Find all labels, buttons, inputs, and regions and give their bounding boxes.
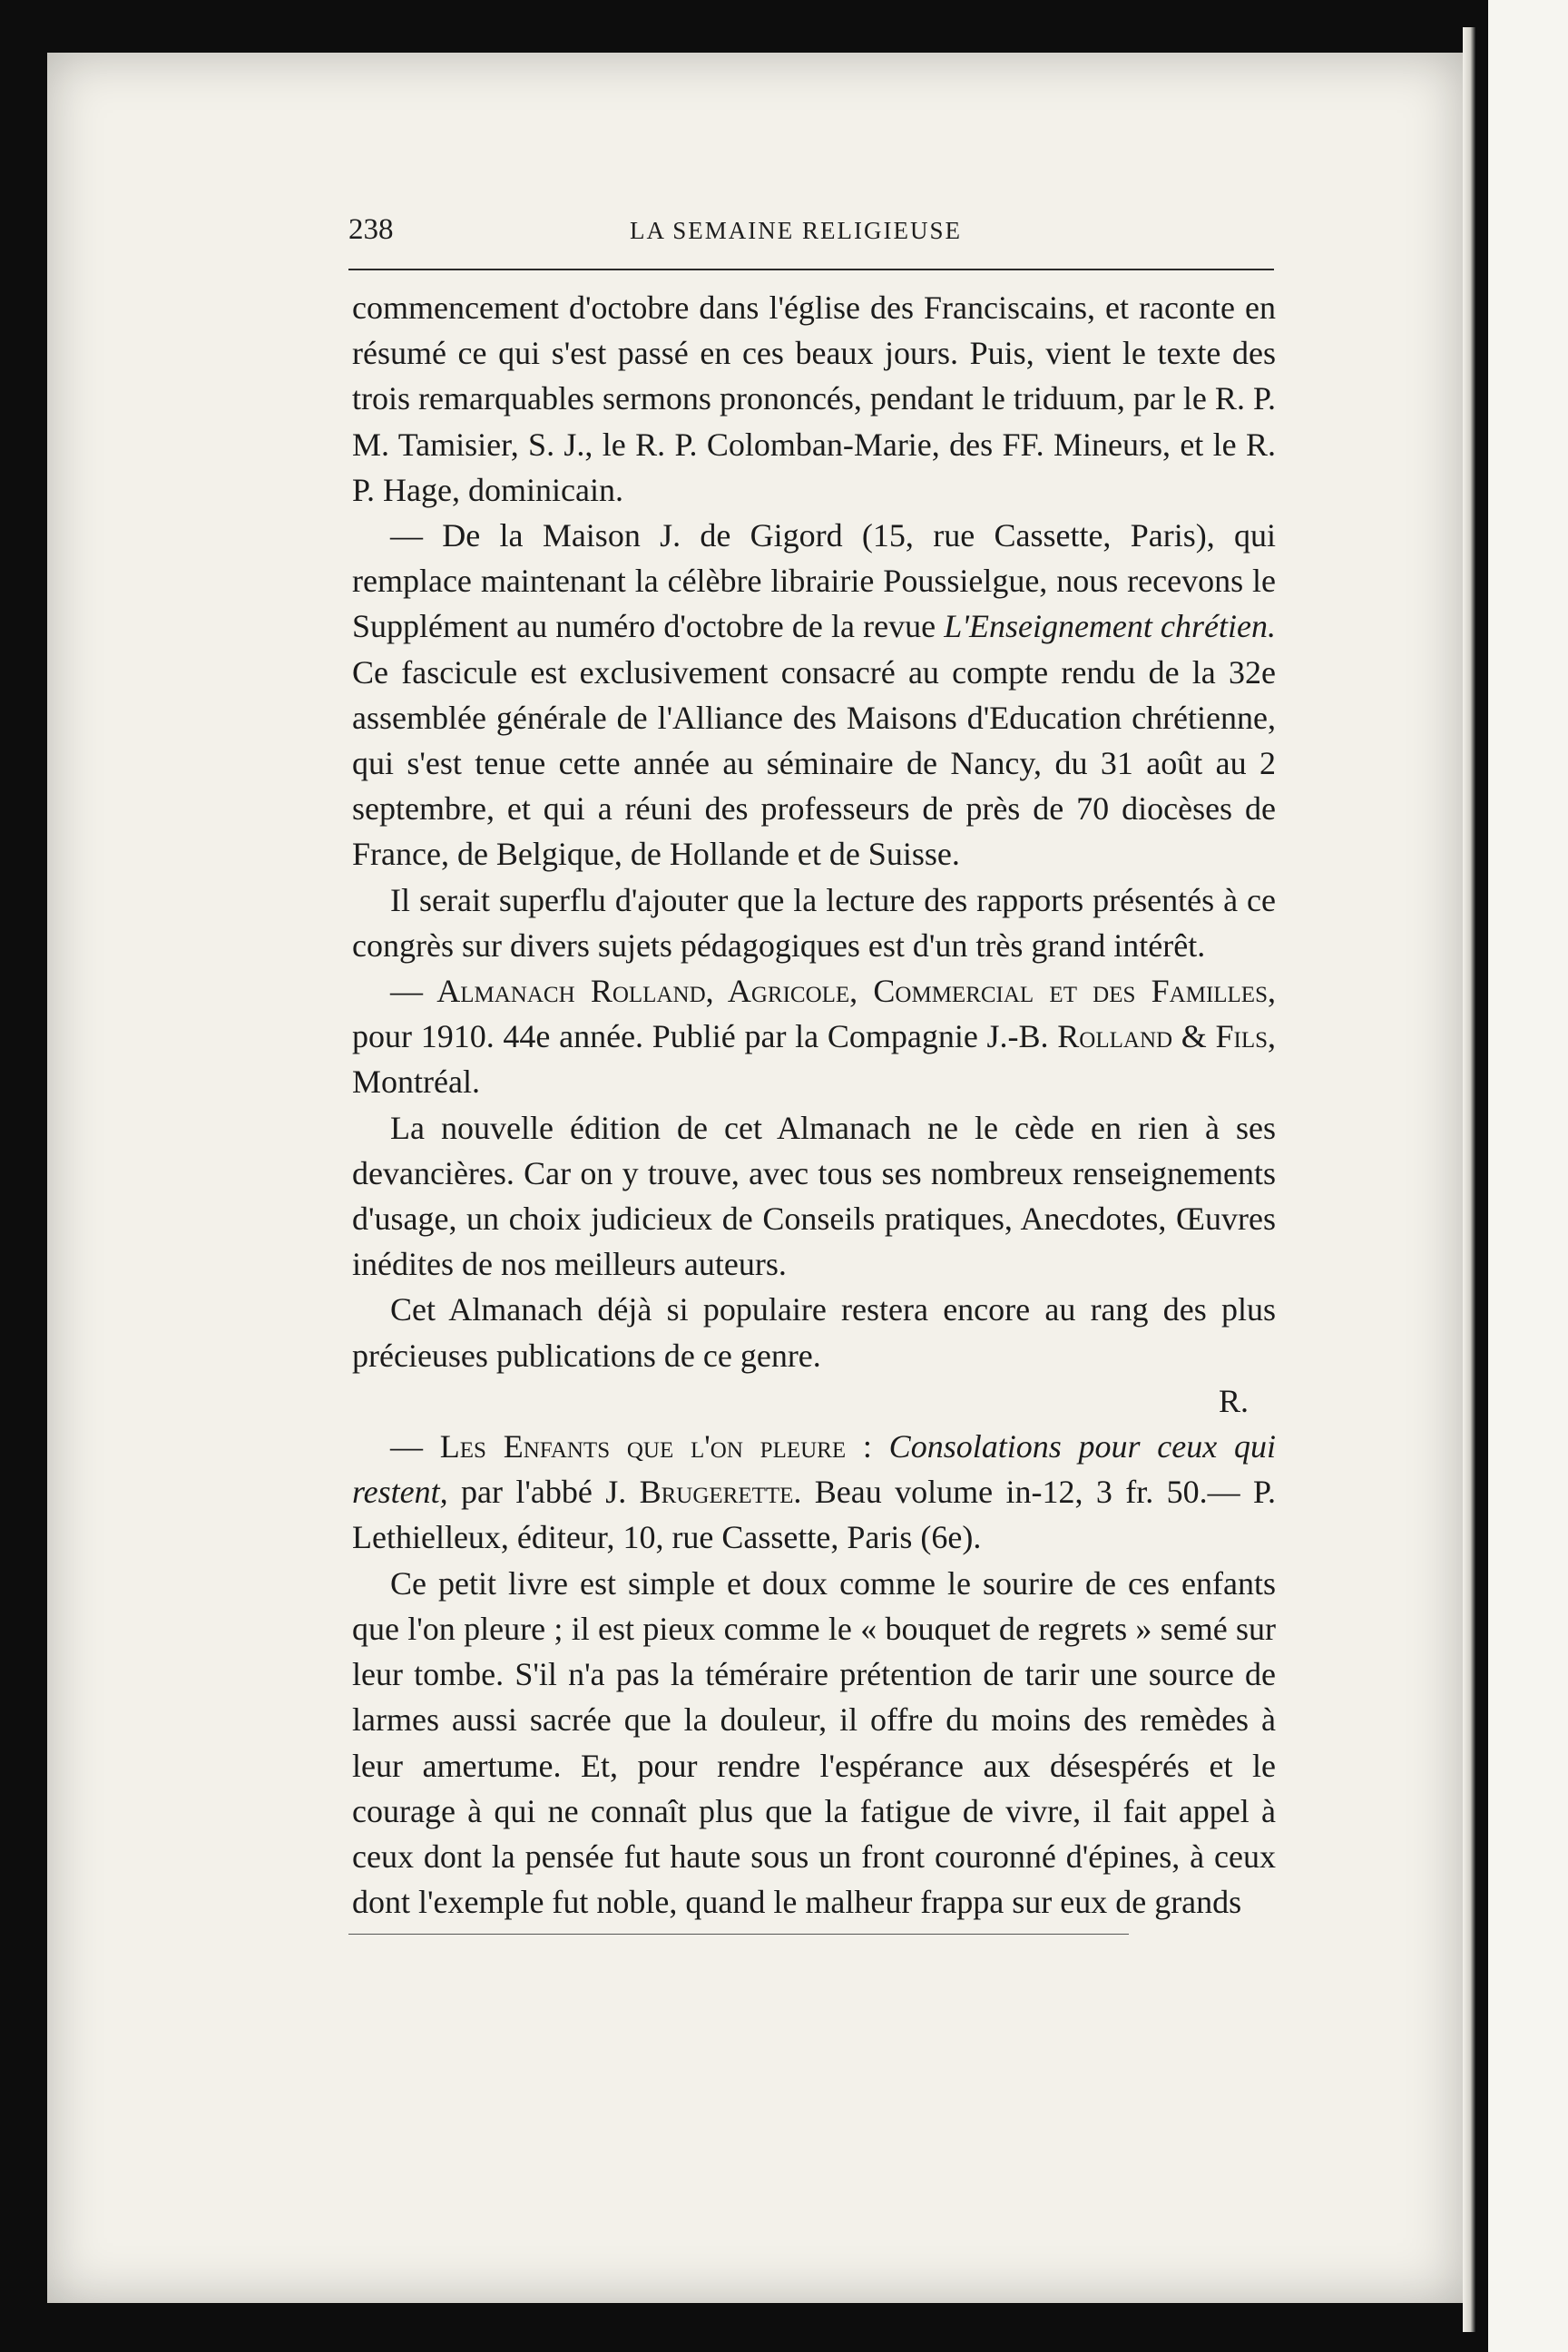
- paragraph-2-start: — De la Maison J. de Gigord (15, rue Cassette, Paris), qui remplace maintenant la célèbre librairie Poussielgue, nous recevons le Supplément au numéro d'octobre de la revue: [352, 517, 1276, 645]
- almanach-details: pour 1910. 44e année. Publié par la Compagnie J.-B.: [352, 1018, 1058, 1055]
- book-by: par l'abbé J.: [447, 1474, 640, 1511]
- almanach-publisher: Rolland & Fils,: [1057, 1018, 1277, 1055]
- paragraph-3: Il serait superflu d'ajouter que la lecture des rapports présentés à ce congrès sur divers sujets pédagogiques est d'un très grand intérêt.: [352, 881, 1276, 964]
- review-signature: R.: [1218, 1382, 1249, 1419]
- journal-title: L'Enseignement chrétien.: [944, 608, 1276, 645]
- paragraph-2: [352, 513, 1276, 877]
- page-number: 238: [348, 213, 394, 246]
- book-subtitle: Consolations pour ceux qui restent,: [352, 1428, 1277, 1511]
- adjacent-page-strip: [1488, 0, 1568, 2352]
- paragraph-7: [352, 1424, 1276, 1561]
- book-title: — Les Enfants que l'on pleure :: [390, 1428, 872, 1465]
- paragraph-5: La nouvelle édition de cet Almanach ne le cède en rien à ses devancières. Car on y trouve, avec tous ses nombreux renseignements d'usage, un choix judicieux de Conseils pratiques, Anecdotes, Œuvres inédites de nos meilleurs auteurs.: [352, 1109, 1276, 1283]
- paragraph-2-end: Ce fascicule est exclusivement consacré au compte rendu de la 32e assemblée générale de l'Alliance des Maisons d'Education chrétienne, qui s'est tenue cette année au séminaire de Nancy, du 31 août au 2 septembre, et qui a réuni des professeurs de près de 70 diocèses de France, de Belgique, de Hollande et de Suisse.: [352, 653, 1276, 873]
- almanach-title: — Almanach Rolland, Agricole, Commercial et des Familles,: [390, 973, 1276, 1010]
- bottom-edge-line: [348, 1934, 1129, 1935]
- paragraph-1: commencement d'octobre dans l'église des Franciscains, et raconte en résumé ce qui s'est passé en ces beaux jours. Puis, vient le texte des trois remarquables sermons prononcés, pendant le triduum, par le R. P. M. Tamisier, S. J., le R. P. Colomban-Marie, des FF. Mineurs, et le R. P. Hage, dominicain.: [352, 289, 1276, 508]
- almanach-place: Montréal.: [352, 1063, 480, 1101]
- header-rule: [348, 269, 1274, 270]
- paragraph-4: [352, 968, 1276, 1105]
- page-body: [352, 285, 1276, 1925]
- running-title: LA SEMAINE RELIGIEUSE: [630, 217, 962, 244]
- page-header: [348, 213, 1274, 255]
- page-edge-shadow: [1463, 27, 1475, 2332]
- book-details: Beau volume in-12, 3 fr. 50.— P. Lethielleux, éditeur, 10, rue Cassette, Paris (6e).: [352, 1474, 1276, 1556]
- paragraph-8: Ce petit livre est simple et doux comme le sourire de ces enfants que l'on pleure ; il est pieux comme le « bouquet de regrets » semé sur leur tombe. S'il n'a pas la téméraire prétention de tarir une source de larmes aussi sacrée que la douleur, il offre du moins des remèdes à leur amertume. Et, pour rendre l'espérance aux désespérés et le courage à qui ne connaît plus que la fatigue de vivre, il fait appel à ceux dont la pensée fut haute sous un front couronné d'épines, à ceux dont l'exemple fut noble, quand le malheur frappa sur eux de grands: [352, 1564, 1276, 1921]
- book-author: Brugerette.: [639, 1474, 802, 1511]
- paragraph-6: Cet Almanach déjà si populaire restera encore au rang des plus précieuses publications de ce genre.: [352, 1291, 1276, 1374]
